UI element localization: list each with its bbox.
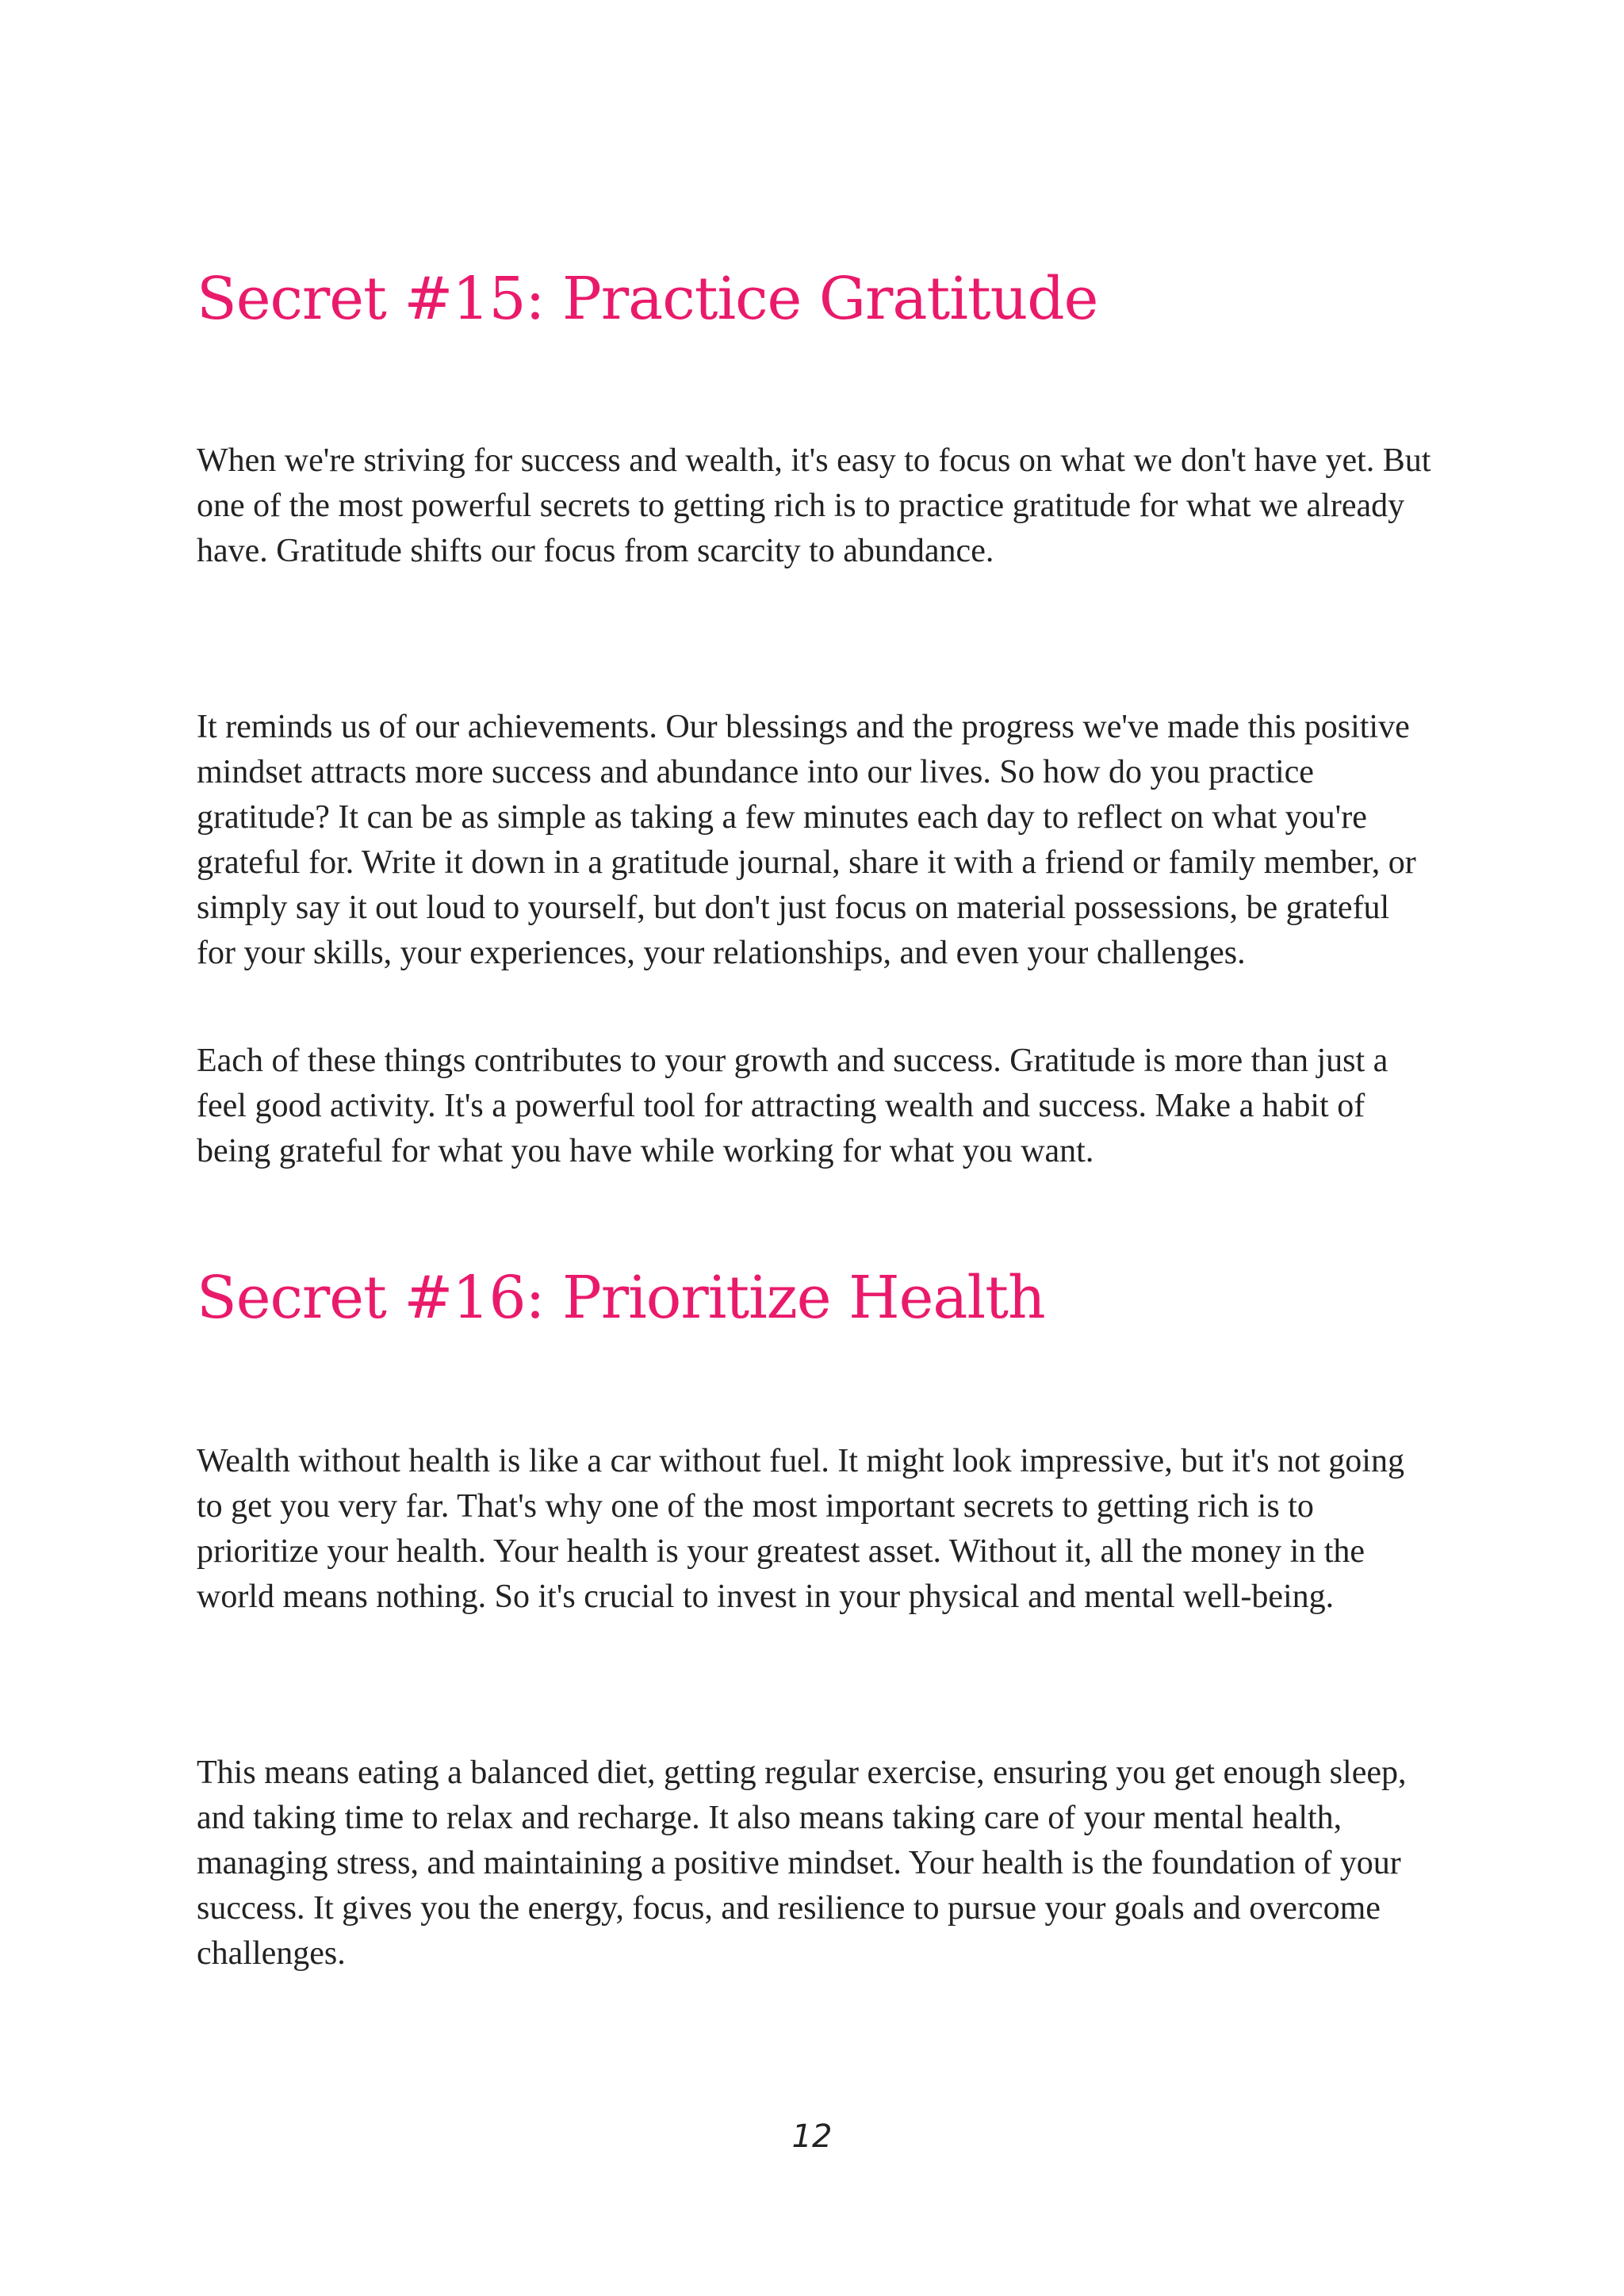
page-number: 12 [791,2118,833,2155]
paragraph-gratitude-intro: When we're striving for success and wealth, it's easy to focus on what we don't have yet. But one of the most powerful secrets to getting rich is to practice gratitude for what we already have. Gratitude shifts our focus from scarcity to abundance. [197,442,1431,569]
paragraph-health-practice: This means eating a balanced diet, getting regular exercise, ensuring you get enough sleep, and taking time to relax and recharge. It also means taking care of your mental health, managing stress, and maintaining a positive mindset. Your health is the foundation of your success. It gives you the energy, focus, and resilience to pursue your goals and overcome challenges. [197,1755,1407,1972]
paragraph-gratitude-conclusion: Each of these things contributes to your growth and success. Gratitude is more than just a feel good activity. It's a powerful tool for attracting wealth and success. Make a habit of being grateful for what you have while working for what you want. [197,1043,1388,1169]
section-heading-secret-16: Secret #16: Prioritize Health [197,1264,1045,1332]
paragraph-health-intro: Wealth without health is like a car without fuel. It might look impressive, but it's not going to get you very far. That's why one of the most important secrets to getting rich is to prioritize your health. Your health is your greatest asset. Without it, all the money in the world means nothing. So it's crucial to invest in your physical and mental well-being. [197,1443,1404,1615]
section-heading-secret-15: Secret #15: Practice Gratitude [197,265,1098,333]
paragraph-gratitude-practice: It reminds us of our achievements. Our blessings and the progress we've made this positive mindset attracts more success and abundance into our lives. So how do you practice gratitude? It can be as simple as taking a few minutes each day to reflect on what you're grateful for. Write it down in a gratitude journal, share it with a friend or family member, or simply say it out loud to yourself, but don't just focus on material possessions, be grateful for your skills, your experiences, your relationships, and even your challenges. [197,709,1416,971]
